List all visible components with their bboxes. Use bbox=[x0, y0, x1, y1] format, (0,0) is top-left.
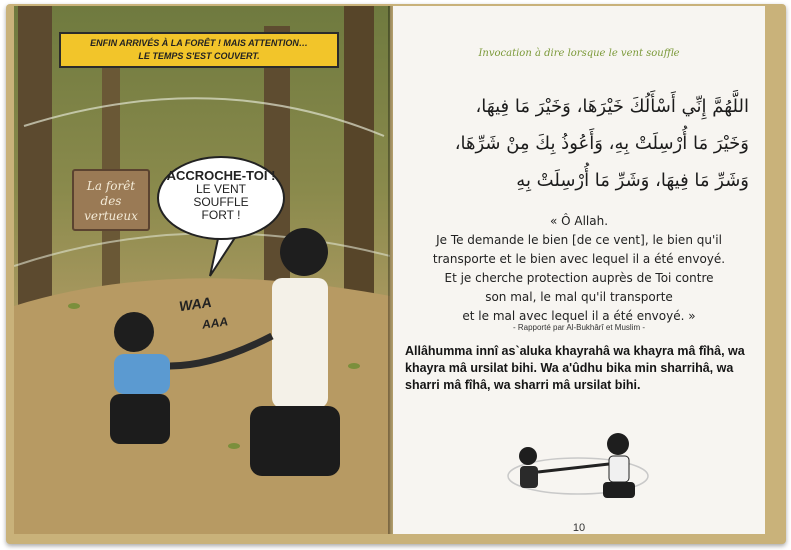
small-child-head bbox=[114, 312, 154, 352]
speech-bubble bbox=[157, 156, 285, 240]
forest-path bbox=[14, 278, 390, 534]
small-child-head bbox=[519, 447, 537, 465]
forest-sign bbox=[72, 169, 150, 231]
leaf bbox=[228, 443, 240, 449]
sign-line: La forêt bbox=[86, 179, 136, 193]
arabic-invocation bbox=[413, 88, 749, 199]
bubble-line: SOUFFLE bbox=[193, 195, 249, 209]
hadith-source: - Rapporté par Al-Bukhârî et Muslim - bbox=[512, 323, 646, 332]
bubble-line: LE VENT bbox=[195, 182, 246, 196]
french-translation bbox=[403, 212, 755, 326]
small-child-body bbox=[520, 466, 538, 488]
tall-child-head bbox=[280, 228, 328, 276]
sound-effect: AAA bbox=[201, 314, 229, 332]
translation-line: « Ô Allah. bbox=[549, 214, 609, 228]
arabic-line: وَخَيْرَ مَا أُرْسِلَتْ بِهِ، وَأَعُوذُ بِكَ مِنْ شَرِّهَا، bbox=[454, 133, 749, 154]
tree-trunk bbox=[102, 46, 120, 286]
wind-line bbox=[24, 98, 384, 136]
translation-line: et le mal avec lequel il a été envoyé. » bbox=[462, 309, 696, 323]
tall-child-body bbox=[609, 456, 629, 482]
bubble-line: FORT ! bbox=[201, 208, 241, 222]
translation-line: Je Te demande le bien [de ce vent], le bien qu'il bbox=[436, 233, 722, 247]
page-title: Invocation à dire lorsque le vent souffle bbox=[478, 48, 680, 59]
caption-line: LE TEMPS S'EST COUVERT. bbox=[138, 51, 260, 61]
sound-effect: WAA bbox=[178, 293, 213, 315]
left-page-comic bbox=[14, 6, 390, 534]
holding-hands bbox=[538, 464, 609, 472]
leaf bbox=[68, 303, 80, 309]
translation-line: transporte et le bien avec lequel il a été envoyé. bbox=[432, 252, 726, 266]
right-page-text bbox=[393, 6, 765, 534]
tall-child-legs bbox=[603, 482, 635, 498]
transliteration: Allâhumma innî as`aluka khayrahâ wa khayra mâ fîhâ, wa khayra mâ ursilat bihi. Wa a'ûdhu bika min sharrihâ, wa sharri mâ fîhâ, wa sharri mâ ursilat bihi. bbox=[405, 344, 745, 392]
translation-line: son mal, le mal qu'il transporte bbox=[485, 290, 673, 304]
caption-box bbox=[59, 32, 339, 68]
sign-line: des bbox=[100, 194, 122, 208]
sign-line: vertueux bbox=[84, 209, 138, 223]
arabic-line: وَشَرِّ مَا فِيهَا، وَشَرِّ مَا أُرْسِلَتْ بِهِ bbox=[516, 170, 749, 191]
tall-child-shirt bbox=[272, 278, 328, 408]
leaf bbox=[348, 363, 360, 369]
children-illustration bbox=[493, 426, 663, 506]
bubble-tail bbox=[210, 234, 236, 276]
tall-child-head bbox=[607, 433, 629, 455]
small-child-pants bbox=[110, 394, 170, 444]
caption-line: ENFIN ARRIVÉS À LA FORÊT ! MAIS ATTENTION… bbox=[90, 38, 308, 48]
tall-child-pants bbox=[250, 406, 340, 476]
tree-trunk bbox=[344, 6, 374, 326]
forest-illustration bbox=[14, 6, 390, 534]
arabic-line: اللَّهُمَّ إِنِّي أَسْأَلُكَ خَيْرَهَا، وَخَيْرَ مَا فِيهَا، bbox=[475, 96, 749, 117]
translation-line: Et je cherche protection auprès de Toi contre bbox=[444, 271, 714, 285]
page-number: 10 bbox=[572, 522, 586, 534]
small-child-shirt bbox=[114, 354, 170, 394]
bubble-line: ACCROCHE-TOI ! bbox=[166, 168, 276, 183]
